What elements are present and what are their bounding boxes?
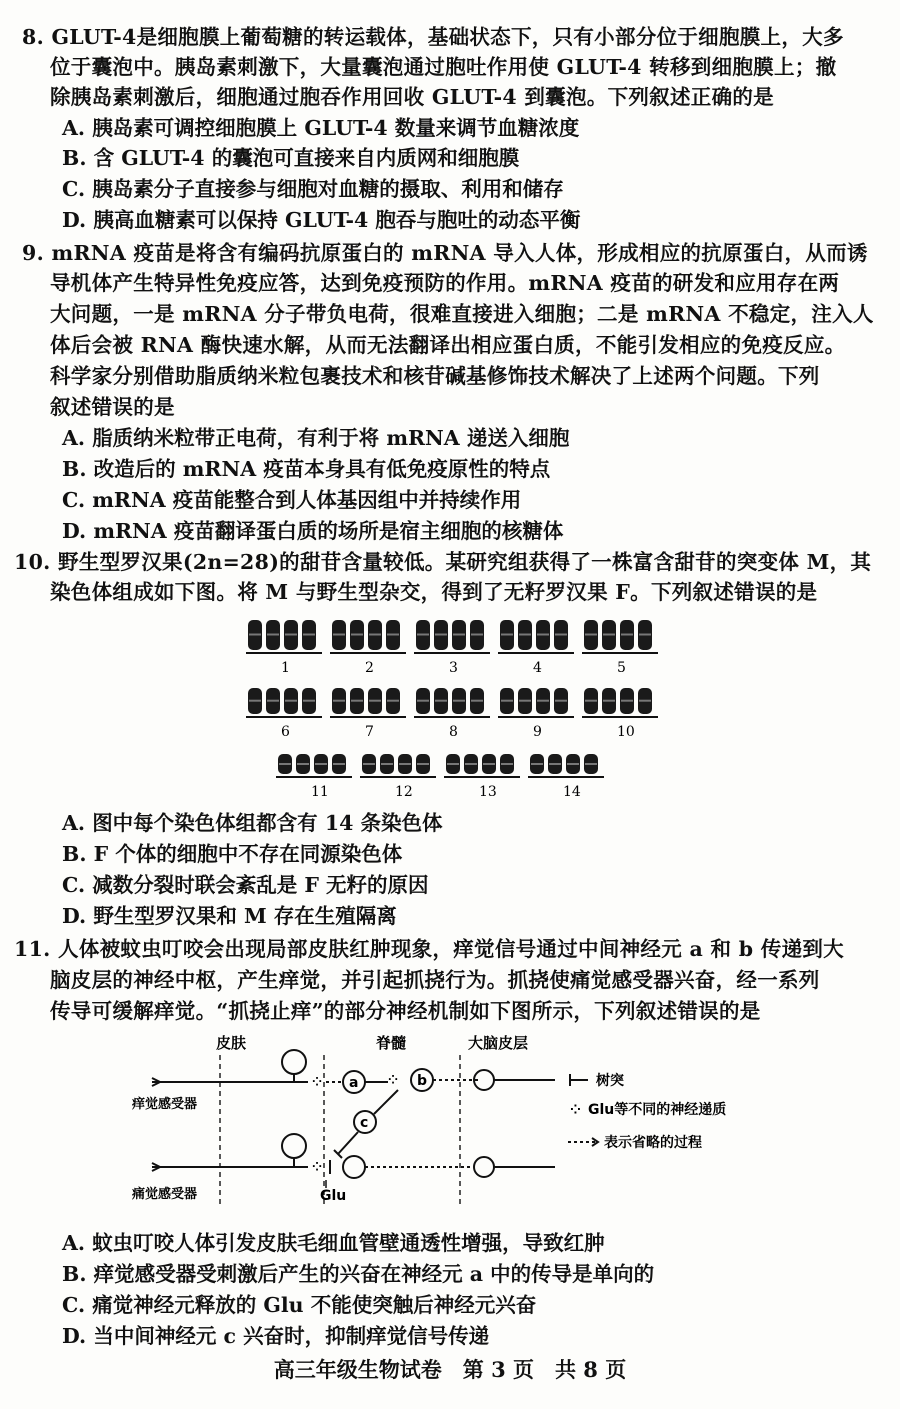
label-spinal-cord: 脊髓	[376, 1034, 407, 1052]
chromosome-band	[369, 634, 381, 636]
chromosome-group-2	[330, 620, 406, 676]
cortex-neuron-bottom	[474, 1157, 494, 1177]
question-stem-line: 位于囊泡中。胰岛素刺激下，大量囊泡通过胞吐作用使 GLUT-4 转移到细胞膜上；撤	[50, 55, 837, 79]
option-b: B. 含 GLUT-4 的囊泡可直接来自内质网和细胞膜	[62, 146, 520, 170]
chromosome-number: 9	[533, 724, 542, 740]
legend-transmitter-icon: ⁘	[570, 1103, 581, 1118]
chromosome-band	[267, 634, 279, 636]
chromosome-band	[639, 700, 651, 702]
chromosome-number: 10	[617, 724, 635, 740]
chromosome-band	[333, 700, 345, 702]
chromosome-band	[267, 700, 279, 702]
option-a: A. 脂质纳米粒带正电荷，有利于将 mRNA 递送入细胞	[62, 426, 570, 450]
chromosome-band	[285, 700, 297, 702]
chromosome-group-1	[246, 620, 322, 676]
chromosome-band	[369, 700, 381, 702]
chromosome-group-11	[276, 754, 352, 800]
chromosome-number: 5	[617, 660, 626, 676]
chromosome-number: 8	[449, 724, 458, 740]
transmitter-icon: ⁘	[312, 1160, 323, 1174]
chromosome-band	[555, 700, 567, 702]
chromosome-band	[435, 634, 447, 636]
transmitter-icon: ⁘	[312, 1075, 323, 1089]
question-stem-line: 体后会被 RNA 酶快速水解，从而无法翻译出相应蛋白质，不能引发相应的免疫反应。	[50, 333, 846, 357]
chromosome-band	[603, 700, 615, 702]
page-footer: 高三年级生物试卷 第 3 页 共 8 页	[273, 1357, 627, 1382]
chromosome-number: 7	[365, 724, 374, 740]
chromosome-band	[549, 763, 561, 765]
question-number: 9.	[22, 241, 45, 265]
chromosome-band	[453, 634, 465, 636]
chromosome-band	[603, 634, 615, 636]
glu-label: Glu	[320, 1188, 347, 1204]
chromosome-band	[519, 700, 531, 702]
option-b: B. 痒觉感受器受刺激后产生的兴奋在神经元 a 中的传导是单向的	[62, 1262, 655, 1286]
chromosome-number: 13	[479, 784, 497, 800]
chromosome-band	[303, 634, 315, 636]
chromosome-group-6	[246, 688, 322, 740]
chromosome-number: 3	[449, 660, 458, 676]
label-itch-receptor: 痒觉感受器	[132, 1097, 198, 1112]
option-a: A. 蚊虫叮咬人体引发皮肤毛细血管壁通透性增强，导致红肿	[62, 1231, 605, 1255]
chromosome-number: 4	[533, 660, 542, 676]
chromosome-band	[351, 634, 363, 636]
chromosome-band	[471, 700, 483, 702]
question-number: 10.	[14, 550, 51, 574]
chromosome-band	[333, 634, 345, 636]
chromosome-group-4	[498, 620, 574, 676]
chromosome-group-13	[444, 754, 520, 800]
question-stem-line: 染色体组成如下图。将 M 与野生型杂交，得到了无籽罗汉果 F。下列叙述错误的是	[50, 580, 818, 604]
chromosome-number: 2	[365, 660, 374, 676]
legend-transmitter: Glu等不同的神经递质	[588, 1102, 727, 1118]
chromosome-band	[471, 634, 483, 636]
neuron-a-label: a	[349, 1075, 359, 1091]
chromosome-number: 6	[281, 724, 290, 740]
question-stem-line: GLUT-4是细胞膜上葡萄糖的转运载体，基础状态下，只有小部分位于细胞膜上，大多	[51, 25, 844, 49]
neuron-c-label: c	[360, 1115, 369, 1131]
karyotype-figure	[240, 612, 670, 802]
chromosome-group-5	[582, 620, 658, 676]
chromosome-band	[249, 634, 261, 636]
chromosome-band	[537, 700, 549, 702]
question-stem-line: 人体被蚊虫叮咬会出现局部皮肤红肿现象，痒觉信号通过中间神经元 a 和 b 传递到大	[58, 937, 844, 961]
chromosome-band	[249, 700, 261, 702]
chromosome-band	[417, 700, 429, 702]
label-cerebral-cortex: 大脑皮层	[468, 1034, 529, 1052]
neural-mechanism-figure	[130, 1030, 780, 1215]
option-d: D. 野生型罗汉果和 M 存在生殖隔离	[62, 904, 397, 928]
chromosome-band	[621, 700, 633, 702]
chromosome-band	[585, 700, 597, 702]
chromosome-number: 1	[281, 660, 290, 676]
option-a: A. 胰岛素可调控细胞膜上 GLUT-4 数量来调节血糖浓度	[62, 116, 580, 140]
chromosome-band	[537, 634, 549, 636]
question-stem-line: 导机体产生特异性免疫应答，达到免疫预防的作用。mRNA 疫苗的研发和应用存在两	[50, 271, 840, 295]
label-skin: 皮肤	[216, 1034, 247, 1052]
chromosome-band	[351, 700, 363, 702]
question-stem-line: mRNA 疫苗是将含有编码抗原蛋白的 mRNA 导入人体，形成相应的抗原蛋白，从而诱	[51, 241, 868, 265]
c-to-b-axon	[374, 1090, 398, 1114]
neuron-b-label: b	[417, 1073, 428, 1089]
spinal-relay-neuron	[343, 1156, 365, 1178]
chromosome-group-3	[414, 620, 490, 676]
chromosome-group-9	[498, 688, 574, 740]
chromosome-band	[297, 763, 309, 765]
question-number: 8.	[22, 25, 45, 49]
chromosome-band	[363, 763, 375, 765]
chromosome-band	[501, 700, 513, 702]
chromosome-number: 14	[563, 784, 581, 800]
chromosome-band	[621, 634, 633, 636]
chromosome-group-14	[528, 754, 604, 800]
transmitter-icon: ⁘	[388, 1073, 399, 1087]
chromosome-band	[453, 700, 465, 702]
c-dendrite	[338, 1132, 358, 1154]
option-d: D. mRNA 疫苗翻译蛋白质的场所是宿主细胞的核糖体	[62, 519, 564, 543]
chromosome-band	[483, 763, 495, 765]
label-pain-receptor: 痛觉感受器	[132, 1187, 198, 1202]
chromosome-band	[279, 763, 291, 765]
legend-dashed: 表示省略的过程	[604, 1135, 702, 1151]
option-c: C. 痛觉神经元释放的 Glu 不能使突触后神经元兴奋	[62, 1293, 537, 1317]
question-stem-line: 传导可缓解痒觉。“抓挠止痒”的部分神经机制如下图所示，下列叙述错误的是	[50, 999, 761, 1023]
legend-synapse: 树突	[596, 1073, 624, 1089]
question-stem-line: 除胰岛素刺激后，细胞通过胞吞作用回收 GLUT-4 到囊泡。下列叙述正确的是	[50, 85, 774, 109]
chromosome-band	[399, 763, 411, 765]
chromosome-group-7	[330, 688, 406, 740]
option-d: D. 胰高血糖素可以保持 GLUT-4 胞吞与胞吐的动态平衡	[62, 208, 581, 232]
chromosome-band	[585, 634, 597, 636]
chromosome-band	[465, 763, 477, 765]
itch-neuron-body	[282, 1050, 306, 1074]
option-b: B. F 个体的细胞中不存在同源染色体	[62, 842, 403, 866]
question-stem-line: 大问题，一是 mRNA 分子带负电荷，很难直接进入细胞；二是 mRNA 不稳定，注入人	[50, 302, 874, 326]
chromosome-band	[381, 763, 393, 765]
chromosome-number: 11	[311, 784, 329, 800]
chromosome-band	[585, 763, 597, 765]
option-c: C. 减数分裂时联会紊乱是 F 无籽的原因	[62, 873, 429, 897]
chromosome-band	[303, 700, 315, 702]
chromosome-band	[417, 634, 429, 636]
chromosome-band	[447, 763, 459, 765]
question-stem-line: 科学家分别借助脂质纳米粒包裹技术和核苷碱基修饰技术解决了上述两个问题。下列	[50, 364, 820, 388]
chromosome-band	[555, 634, 567, 636]
chromosome-group-10	[582, 688, 658, 740]
pain-neuron-body	[282, 1134, 306, 1158]
chromosome-band	[531, 763, 543, 765]
chromosome-band	[567, 763, 579, 765]
chromosome-band	[435, 700, 447, 702]
option-b: B. 改造后的 mRNA 疫苗本身具有低免疫原性的特点	[62, 457, 551, 481]
option-d: D. 当中间神经元 c 兴奋时，抑制痒觉信号传递	[62, 1324, 490, 1348]
option-c: C. 胰岛素分子直接参与细胞对血糖的摄取、利用和储存	[62, 177, 564, 201]
question-number: 11.	[14, 937, 51, 961]
chromosome-band	[501, 763, 513, 765]
chromosome-band	[417, 763, 429, 765]
chromosome-number: 12	[395, 784, 413, 800]
chromosome-band	[519, 634, 531, 636]
question-stem-line: 叙述错误的是	[50, 395, 175, 419]
chromosome-band	[285, 634, 297, 636]
chromosome-group-12	[360, 754, 436, 800]
chromosome-band	[333, 763, 345, 765]
chromosome-group-8	[414, 688, 490, 740]
chromosome-band	[387, 700, 399, 702]
question-stem-line: 脑皮层的神经中枢，产生痒觉，并引起抓挠行为。抓挠使痛觉感受器兴奋，经一系列	[50, 968, 820, 992]
chromosome-band	[387, 634, 399, 636]
question-stem-line: 野生型罗汉果(2n=28)的甜苷含量较低。某研究组获得了一株富含甜苷的突变体 M，其	[58, 550, 872, 574]
chromosome-band	[315, 763, 327, 765]
option-a: A. 图中每个染色体组都含有 14 条染色体	[62, 811, 443, 835]
chromosome-band	[639, 634, 651, 636]
option-c: C. mRNA 疫苗能整合到人体基因组中并持续作用	[62, 488, 522, 512]
chromosome-band	[501, 634, 513, 636]
